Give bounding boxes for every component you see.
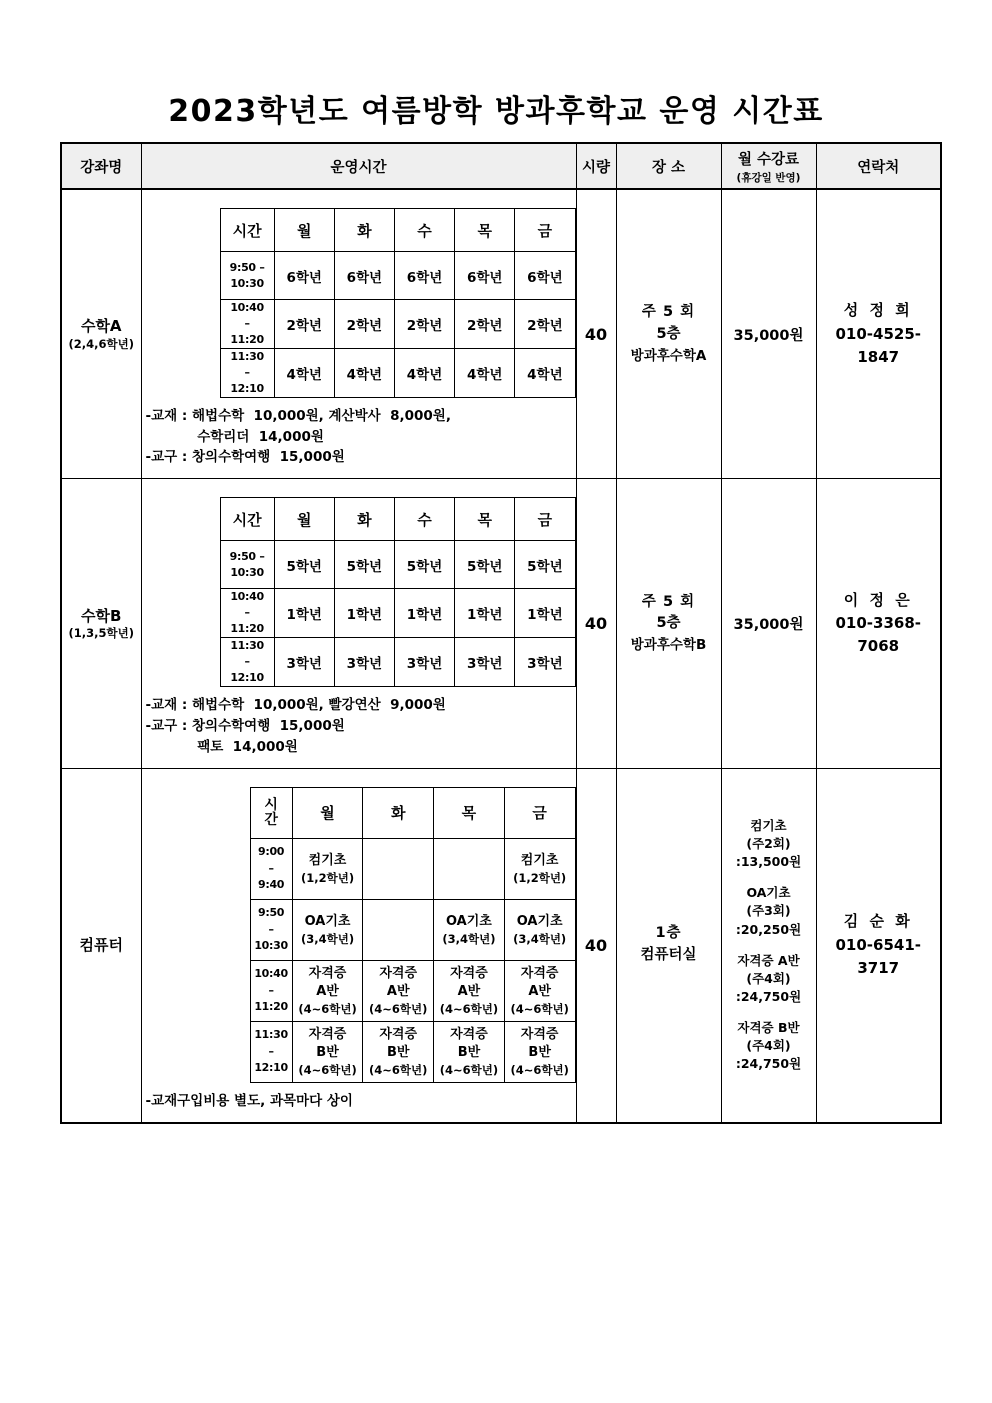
inner-row [250, 899, 575, 960]
class-cell-grades: (4~6학년) [439, 1001, 499, 1016]
class-cell-content: 자격증 A반 (4~6학년) [295, 966, 361, 1017]
course-name-cell [61, 189, 141, 479]
inner-header-day: 금 [504, 787, 575, 838]
class-cell-content: 자격증 A반 (4~6학년) [436, 966, 502, 1017]
class-cell-grades: (4~6학년) [369, 1062, 428, 1077]
contact-cell [816, 768, 941, 1122]
place-cell [616, 479, 721, 768]
inner-header-day: 목 [455, 209, 515, 252]
place-line: 방과후수학A [630, 347, 707, 364]
inner-header-time: 시간 [220, 498, 274, 541]
class-cell-content: 컴기초 (1,2학년) [507, 853, 573, 886]
class-cell-content: 자격증 A반 (4~6학년) [365, 966, 431, 1017]
class-cell: 3학년 [274, 638, 334, 687]
fee-line: (주4회) [746, 970, 791, 986]
contact-phone: 010-6541-3717 [835, 935, 921, 977]
contact-cell [816, 479, 941, 768]
place-line: 5층 [656, 326, 681, 343]
schedule-notes [146, 695, 576, 758]
place-line: 5층 [656, 615, 681, 632]
note-line: -교구 : 창의수학여행 15,000원 [145, 717, 345, 734]
schedule-wrap [142, 479, 576, 767]
inner-header-day: 화 [334, 498, 394, 541]
class-cell: 5학년 [394, 541, 454, 589]
time-slot: 9:50 – 10:30 [250, 899, 292, 960]
header-course-name: 강좌명 [61, 143, 141, 189]
class-cell: 5학년 [274, 541, 334, 589]
class-cell: 3학년 [455, 638, 515, 687]
inner-timetable [250, 787, 576, 1083]
class-cell-grades: (3,4학년) [513, 931, 567, 946]
note-line: -교구 : 창의수학여행 15,000원 [145, 449, 345, 466]
inner-header-row [250, 787, 575, 838]
inner-row [220, 541, 575, 589]
class-cell: 4학년 [334, 348, 394, 397]
class-cell-grades: (1,2학년) [513, 870, 567, 885]
place-line: 1층 [655, 925, 682, 942]
time-slot: 10:40 – 11:20 [220, 589, 274, 638]
table-row [61, 768, 941, 1122]
fee-line: (주3회) [746, 903, 791, 919]
class-cell: 2학년 [515, 300, 575, 349]
fee-group [722, 952, 816, 1006]
class-cell-content: 자격증 A반 (4~6학년) [507, 966, 573, 1017]
schedule-wrap [142, 190, 576, 478]
inner-header-day: 금 [515, 209, 575, 252]
inner-row [220, 638, 575, 687]
class-cell: 4학년 [274, 348, 334, 397]
schedule-notes [146, 1091, 576, 1112]
class-cell: 2학년 [334, 300, 394, 349]
fee-line: OA기초 [746, 885, 791, 901]
inner-header-day: 금 [515, 498, 575, 541]
header-place: 장 소 [616, 143, 721, 189]
inner-header-day: 수 [394, 498, 454, 541]
fee-line: :24,750원 [735, 1056, 802, 1072]
class-cell [434, 838, 505, 899]
class-cell-content: 자격증 B반 (4~6학년) [295, 1027, 361, 1078]
class-cell [363, 960, 434, 1021]
class-cell-content: OA기초 (3,4학년) [507, 914, 573, 947]
place-line: 방과후수학B [630, 637, 707, 654]
class-cell-content: 컴기초 (1,2학년) [295, 853, 361, 886]
class-cell: 6학년 [334, 252, 394, 300]
inner-header-day: 월 [274, 498, 334, 541]
time-slot: 10:40 – 11:20 [220, 300, 274, 349]
class-cell [292, 838, 363, 899]
inner-header-time: 시간 [220, 209, 274, 252]
note-line: -교재 : 해법수학 10,000원, 빨강연산 9,000원 [145, 697, 446, 714]
course-name-cell [61, 479, 141, 768]
class-cell-content: OA기초 (3,4학년) [295, 914, 361, 947]
place-line: 주 5 회 [641, 304, 696, 321]
place-line: 주 5 회 [641, 593, 696, 610]
note-line: -교재구입비용 별도, 과목마다 상이 [145, 1092, 353, 1109]
schedule-notes [146, 406, 576, 469]
fee-cell: 35,000원 [721, 189, 816, 479]
contact-cell [816, 189, 941, 479]
fee-line: 자격증 B반 [737, 1020, 800, 1036]
time-slot: 11:30 – 12:10 [220, 638, 274, 687]
inner-header-day: 화 [334, 209, 394, 252]
fee-line: (주4회) [746, 1038, 791, 1054]
class-cell-content: 자격증 B반 (4~6학년) [507, 1027, 573, 1078]
inner-row [220, 589, 575, 638]
course-name-label: 컴퓨터 [79, 936, 123, 955]
inner-header-row [220, 498, 575, 541]
inner-header-day: 월 [292, 787, 363, 838]
table-row [61, 189, 941, 479]
fee-line: 컴기초 [750, 817, 787, 833]
class-cell: 3학년 [394, 638, 454, 687]
class-cell: 5학년 [515, 541, 575, 589]
fee-cell: 35,000원 [721, 479, 816, 768]
class-cell [363, 899, 434, 960]
class-cell: 5학년 [334, 541, 394, 589]
class-cell: 1학년 [274, 589, 334, 638]
class-cell-grades: (4~6학년) [298, 1001, 357, 1016]
class-cell [434, 960, 505, 1021]
inner-row [220, 252, 575, 300]
class-cell: 6학년 [455, 252, 515, 300]
table-row [61, 479, 941, 768]
class-cell: 1학년 [394, 589, 454, 638]
class-cell: 6학년 [394, 252, 454, 300]
timetable [60, 142, 942, 1124]
class-cell: 1학년 [515, 589, 575, 638]
class-cell: 1학년 [455, 589, 515, 638]
course-name-cell [61, 768, 141, 1122]
class-cell [504, 899, 575, 960]
fee-group [722, 817, 816, 871]
course-name-label: 수학B [81, 606, 122, 625]
class-cell: 2학년 [394, 300, 454, 349]
class-cell [504, 960, 575, 1021]
class-cell: 1학년 [334, 589, 394, 638]
time-slot: 11:30 – 12:10 [220, 348, 274, 397]
inner-row [250, 960, 575, 1021]
class-cell-grades: (4~6학년) [510, 1062, 569, 1077]
class-cell-content: 자격증 B반 (4~6학년) [365, 1027, 431, 1078]
inner-header-day: 목 [455, 498, 515, 541]
time-slot: 9:00 – 9:40 [250, 838, 292, 899]
hours-cell: 40 [576, 768, 616, 1122]
inner-timetable [220, 497, 576, 687]
class-cell [504, 838, 575, 899]
inner-header-day: 수 [394, 209, 454, 252]
fee-line: :20,250원 [735, 921, 802, 937]
class-cell [434, 899, 505, 960]
class-cell: 6학년 [274, 252, 334, 300]
class-cell-grades: (4~6학년) [369, 1001, 428, 1016]
class-cell [434, 1021, 505, 1082]
note-line: 수학리더 14,000원 [145, 428, 324, 445]
class-cell-content: 자격증 B반 (4~6학년) [436, 1027, 502, 1078]
inner-header-day: 월 [274, 209, 334, 252]
class-cell: 5학년 [455, 541, 515, 589]
time-slot: 9:50 – 10:30 [220, 252, 274, 300]
schedule-cell [141, 479, 576, 768]
note-line: 팩토 14,000원 [145, 738, 298, 755]
table-body [61, 189, 941, 1123]
class-cell-grades: (3,4학년) [442, 931, 496, 946]
inner-row [220, 300, 575, 349]
class-cell: 6학년 [515, 252, 575, 300]
inner-header-time: 시 간 [250, 787, 292, 838]
inner-row [250, 838, 575, 899]
table-header [61, 143, 941, 189]
class-cell-grades: (1,2학년) [300, 870, 355, 885]
class-cell: 3학년 [515, 638, 575, 687]
inner-row [220, 348, 575, 397]
class-cell [292, 1021, 363, 1082]
class-cell [292, 960, 363, 1021]
class-cell-grades: (4~6학년) [298, 1062, 357, 1077]
contact-phone: 010-4525-1847 [835, 324, 921, 366]
place-line: 컴퓨터실 [640, 947, 697, 964]
hours-cell: 40 [576, 189, 616, 479]
header-hours: 시량 [576, 143, 616, 189]
class-cell-grades: (4~6학년) [439, 1062, 499, 1077]
class-cell: 3학년 [334, 638, 394, 687]
inner-row [250, 1021, 575, 1082]
class-cell [363, 838, 434, 899]
header-row [61, 143, 941, 189]
place-cell [616, 189, 721, 479]
header-fee [721, 143, 816, 189]
time-slot: 9:50 – 10:30 [220, 541, 274, 589]
course-grades-label: (2,4,6학년) [68, 336, 134, 351]
note-line: -교재 : 해법수학 10,000원, 계산박사 8,000원, [145, 407, 451, 424]
class-cell [363, 1021, 434, 1082]
fee-line: (주2회) [746, 836, 791, 852]
inner-header-day: 목 [434, 787, 505, 838]
class-cell-grades: (3,4학년) [300, 931, 355, 946]
fee-line: 자격증 A반 [737, 952, 800, 968]
contact-phone: 010-3368-7068 [835, 613, 921, 656]
hours-cell: 40 [576, 479, 616, 768]
class-cell: 4학년 [394, 348, 454, 397]
fee-line: :24,750원 [735, 988, 802, 1004]
course-grades-label: (1,3,5학년) [68, 625, 134, 640]
header-fee-main: 월 수강료 [737, 151, 800, 168]
fee-breakdown [722, 817, 816, 1074]
schedule-wrap [142, 769, 576, 1122]
schedule-cell [141, 768, 576, 1122]
place-cell [616, 768, 721, 1122]
contact-person: 이 정 은 [843, 590, 913, 609]
inner-header-row [220, 209, 575, 252]
schedule-cell [141, 189, 576, 479]
class-cell-grades: (4~6학년) [510, 1001, 569, 1016]
fee-group [722, 1019, 816, 1073]
class-cell [504, 1021, 575, 1082]
class-cell: 4학년 [455, 348, 515, 397]
fee-group [722, 884, 816, 938]
page-title: 2023학년도 여름방학 방과후학교 운영 시간표 [168, 94, 824, 129]
fee-line: :13,500원 [735, 854, 802, 870]
header-contact: 연락처 [816, 143, 941, 189]
class-cell: 4학년 [515, 348, 575, 397]
course-name-label: 수학A [80, 317, 122, 336]
header-fee-sub: (휴강일 반영) [736, 171, 801, 184]
contact-person: 김 순 화 [843, 912, 913, 931]
class-cell-content: OA기초 (3,4학년) [436, 914, 502, 947]
header-schedule: 운영시간 [141, 143, 576, 189]
time-slot: 10:40 – 11:20 [250, 960, 292, 1021]
inner-timetable [220, 208, 576, 398]
class-cell: 2학년 [274, 300, 334, 349]
inner-header-day: 화 [363, 787, 434, 838]
time-slot: 11:30 – 12:10 [250, 1021, 292, 1082]
class-cell: 2학년 [455, 300, 515, 349]
class-cell [292, 899, 363, 960]
contact-person: 성 정 희 [843, 301, 913, 320]
fee-cell [721, 768, 816, 1122]
